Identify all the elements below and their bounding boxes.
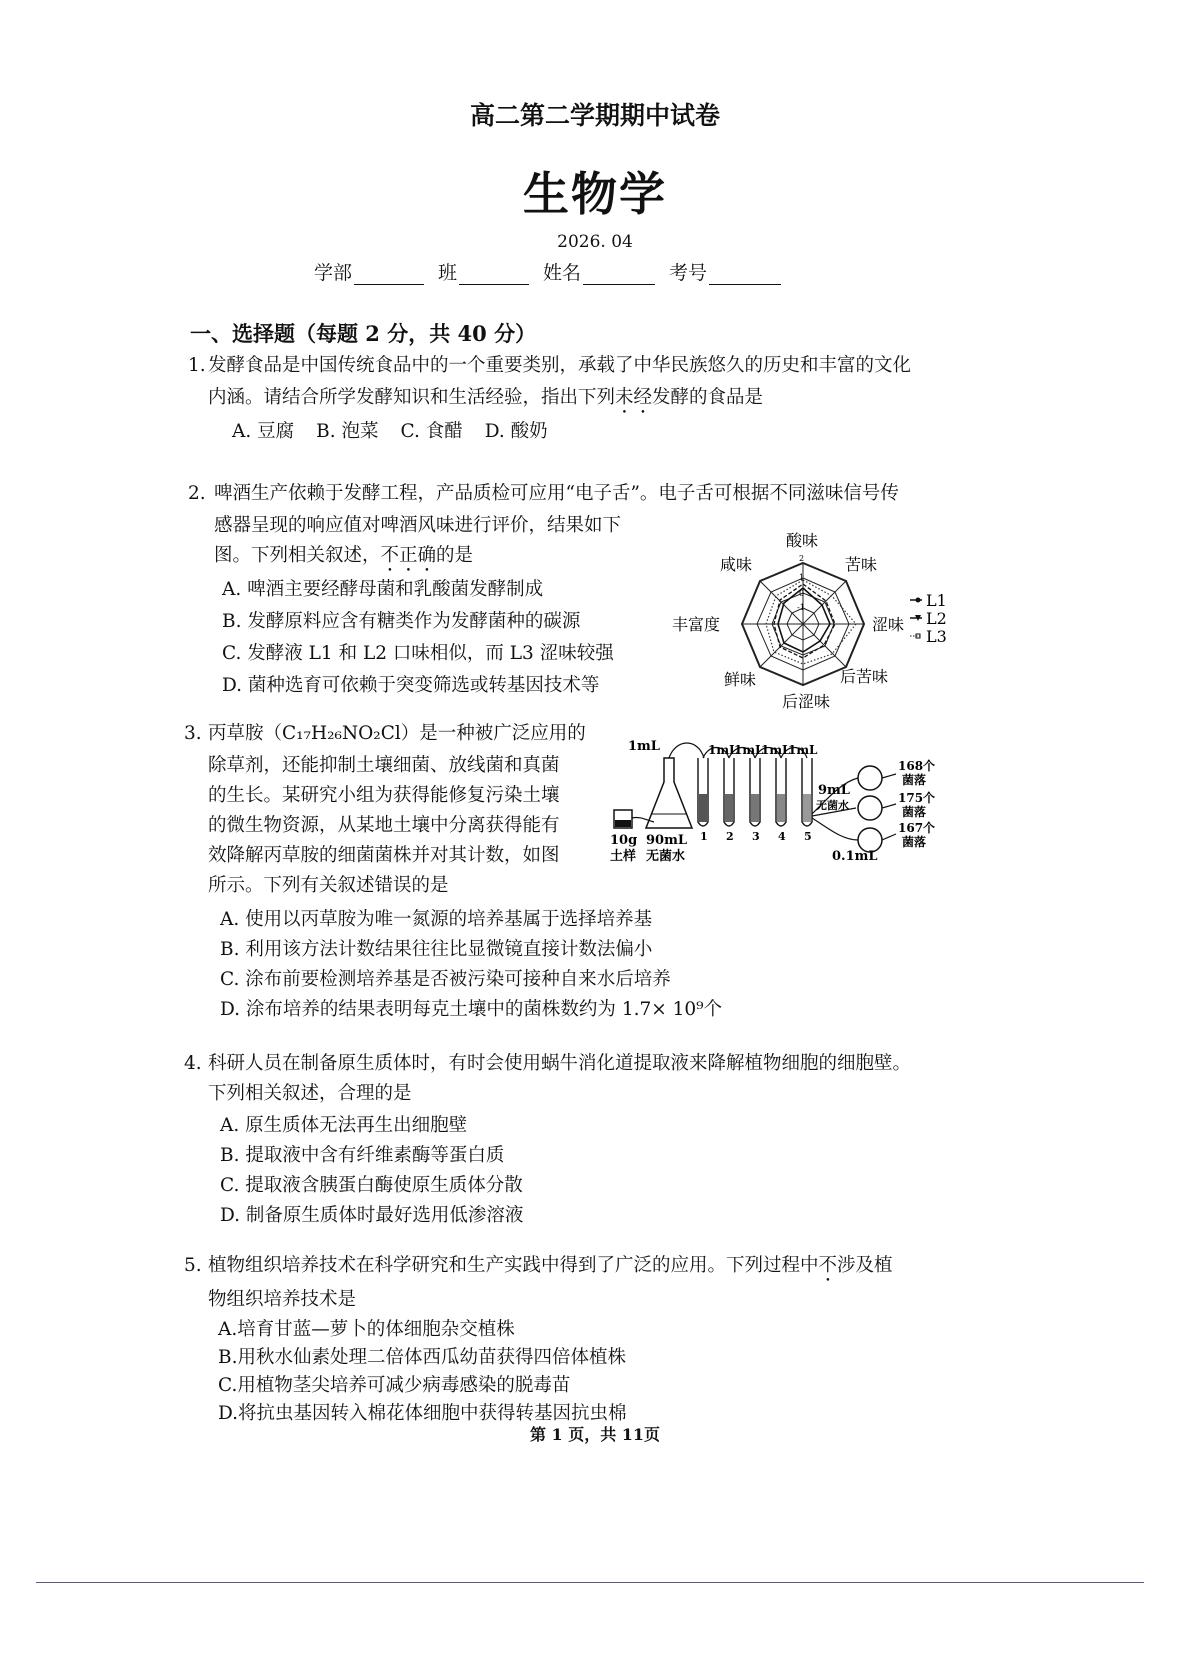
radar-axis-label: 涩味 bbox=[872, 615, 905, 634]
q4-option-b[interactable]: B. 提取液中含有纤维素酶等蛋白质 bbox=[220, 1145, 505, 1166]
result-arrow bbox=[882, 804, 896, 808]
q3-stem-line2: 除草剂，还能抑制土壤细菌、放线菌和真菌 bbox=[208, 755, 560, 776]
field-exam-number bbox=[669, 258, 781, 285]
q5-option-b[interactable]: B.用秋水仙素处理二倍体西瓜幼苗获得四倍体植株 bbox=[218, 1347, 626, 1368]
q3-option-d[interactable]: D. 涂布培养的结果表明每克土壤中的菌株数约为 1.7× 10⁹个 bbox=[220, 999, 723, 1020]
field-label: 姓名 bbox=[543, 262, 582, 284]
colony-unit: 菌落 bbox=[902, 835, 927, 849]
q1-option-b[interactable]: B. 泡菜 bbox=[316, 421, 379, 442]
emphasis-text: 未经 bbox=[615, 387, 653, 408]
q3-stem-line6: 所示。下列有关叙述错误的是 bbox=[208, 875, 449, 896]
flask-volume-label: 90mL bbox=[646, 833, 687, 848]
tube-water-label: 无菌水 bbox=[816, 799, 849, 812]
petri-dishes bbox=[858, 766, 882, 852]
bottom-divider bbox=[36, 1582, 1144, 1583]
q5-stem-line2: 物组织培养技术是 bbox=[208, 1289, 357, 1310]
q4-option-c[interactable]: C. 提取液含胰蛋白酶使原生质体分散 bbox=[220, 1175, 523, 1196]
q2-option-d[interactable]: D. 菌种选育可依赖于突变筛选或转基因技术等 bbox=[222, 675, 600, 696]
colony-unit: 菌落 bbox=[902, 805, 927, 819]
legend-l2: L2 bbox=[926, 609, 947, 628]
tube-number: 3 bbox=[752, 830, 760, 843]
q2-stem-line2: 感器呈现的响应值对啤酒风味进行评价，结果如下 bbox=[214, 515, 622, 536]
colony-count: 167个 bbox=[898, 821, 936, 835]
q3-dilution-diagram bbox=[606, 736, 976, 866]
field-label: 学部 bbox=[314, 262, 353, 284]
tube-number: 4 bbox=[778, 830, 786, 843]
q5-number: 5. bbox=[184, 1255, 202, 1276]
subject-title: 生物学 bbox=[523, 167, 667, 221]
q1-option-a[interactable]: A. 豆腐 bbox=[232, 421, 295, 442]
q3-option-b[interactable]: B. 利用该方法计数结果往往比显微镜直接计数法偏小 bbox=[220, 939, 653, 960]
q2-radar-chart bbox=[660, 530, 980, 720]
radar-axis-label: 丰富度 bbox=[672, 615, 721, 634]
q2-option-b[interactable]: B. 发酵原料应含有糖类作为发酵菌种的碳源 bbox=[222, 611, 581, 632]
radar-axis-label: 后苦味 bbox=[840, 667, 889, 686]
class-blank[interactable] bbox=[459, 266, 529, 285]
tube-water-volume: 9mL bbox=[818, 783, 850, 798]
section-title: 一、选择题（每题 2 分，共 40 分） bbox=[190, 321, 537, 346]
q2-option-a[interactable]: A. 啤酒主要经酵母菌和乳酸菌发酵制成 bbox=[222, 579, 544, 600]
radar-tick-label: 2 bbox=[799, 554, 805, 563]
colony-unit: 菌落 bbox=[902, 773, 927, 787]
q5-option-a[interactable]: A.培育甘蓝—萝卜的体细胞杂交植株 bbox=[218, 1319, 515, 1340]
field-label: 班 bbox=[438, 262, 458, 284]
transfer-volume-label: 1mL bbox=[708, 743, 738, 757]
radar-axis-label: 咸味 bbox=[720, 555, 753, 574]
q4-stem-line2: 下列相关叙述，合理的是 bbox=[208, 1083, 412, 1104]
legend-l1: L1 bbox=[926, 591, 947, 610]
department-blank[interactable] bbox=[354, 266, 424, 285]
transfer-arrow bbox=[669, 743, 704, 758]
emphasis-text: 不 bbox=[818, 1255, 838, 1276]
field-department bbox=[314, 258, 424, 285]
q1-options bbox=[232, 416, 548, 448]
transfer-volume-label: 1mL bbox=[761, 743, 791, 757]
transfer-volume-label: 1mL bbox=[628, 739, 660, 754]
q3-stem-line4: 的微生物资源，从某地土壤中分离获得能有 bbox=[208, 815, 560, 836]
radar-tick-label: 0 bbox=[799, 589, 805, 598]
transfer-arrow bbox=[632, 817, 654, 822]
transfer-volume-label: 1mL bbox=[788, 743, 818, 757]
exam-title: 高二第二学期期中试卷 bbox=[469, 101, 720, 130]
student-info-row bbox=[314, 258, 795, 285]
radar-axis-label: 后涩味 bbox=[782, 692, 831, 711]
q4-stem-line1: 科研人员在制备原生质体时，有时会使用蜗牛消化道提取液来降解植物细胞的细胞壁。 bbox=[208, 1053, 912, 1074]
q2-stem-line1: 啤酒生产依赖于发酵工程，产品质检可应用“电子舌”。电子舌可根据不同滋味信号传 bbox=[214, 483, 899, 504]
plating-volume-label: 0.1mL bbox=[832, 849, 878, 864]
q4-number: 4. bbox=[184, 1053, 202, 1074]
radar-tick-label: 1 bbox=[799, 573, 805, 582]
q2-number: 2. bbox=[188, 483, 206, 504]
radar-axis-label: 酸味 bbox=[786, 531, 819, 550]
exam-date: 2026. 04 bbox=[557, 232, 633, 252]
q3-option-c[interactable]: C. 涂布前要检测培养基是否被污染可接种自来水后培养 bbox=[220, 969, 671, 990]
tube-number: 2 bbox=[726, 830, 734, 843]
field-class bbox=[438, 258, 529, 285]
q4-option-d[interactable]: D. 制备原生质体时最好选用低渗溶液 bbox=[220, 1205, 524, 1226]
q3-stem-line5: 效降解丙草胺的细菌菌株并对其计数，如图 bbox=[208, 845, 560, 866]
q4-option-a[interactable]: A. 原生质体无法再生出细胞壁 bbox=[220, 1115, 468, 1136]
exam-number-blank[interactable] bbox=[709, 266, 781, 285]
radar-axis-label: 苦味 bbox=[845, 555, 878, 574]
page-footer: 第 1 页，共 11页 bbox=[529, 1425, 661, 1444]
radar-axis-label: 鲜味 bbox=[724, 670, 757, 689]
field-label: 考号 bbox=[669, 262, 708, 284]
flask-water-label: 无菌水 bbox=[646, 849, 686, 864]
emphasis-text: 不正确 bbox=[380, 545, 437, 566]
q5-stem-line1: 植物组织培养技术在科学研究和生产实践中得到了广泛的应用。下列过程中不涉及植 bbox=[208, 1255, 893, 1276]
legend-l3: L3 bbox=[926, 627, 947, 646]
q3-stem-line1: 丙草胺（C₁₇H₂₆NO₂Cl）是一种被广泛应用的 bbox=[208, 723, 586, 744]
field-name bbox=[543, 258, 655, 285]
soil-beaker bbox=[614, 810, 632, 828]
q5-option-c[interactable]: C.用植物茎尖培养可减少病毒感染的脱毒苗 bbox=[218, 1375, 571, 1396]
soil-mass-label: 10g bbox=[610, 833, 638, 848]
colony-count: 175个 bbox=[898, 791, 936, 805]
radar-tick-label: -1 bbox=[797, 603, 805, 612]
q1-option-d[interactable]: D. 酸奶 bbox=[484, 421, 548, 442]
q1-stem-line2: 内涵。请结合所学发酵知识和生活经验，指出下列未经发酵的食品是 bbox=[208, 387, 764, 408]
q1-number: 1. bbox=[188, 355, 206, 376]
q1-option-c[interactable]: C. 食醋 bbox=[400, 421, 463, 442]
result-arrow bbox=[882, 834, 896, 840]
result-arrow bbox=[882, 774, 896, 778]
q2-option-c[interactable]: C. 发酵液 L1 和 L2 口味相似，而 L3 涩味较强 bbox=[222, 643, 614, 664]
transfer-volume-label: 1mL bbox=[734, 743, 764, 757]
q3-option-a[interactable]: A. 使用以丙草胺为唯一氮源的培养基属于选择培养基 bbox=[220, 909, 653, 930]
q2-stem-line3: 图。下列相关叙述，不正确的是 bbox=[214, 545, 474, 566]
tube-number: 5 bbox=[804, 830, 812, 843]
q5-option-d[interactable]: D.将抗虫基因转入棉花体细胞中获得转基因抗虫棉 bbox=[218, 1403, 627, 1424]
q3-stem-line3: 的生长。某研究小组为获得能修复污染土壤 bbox=[208, 785, 560, 806]
test-tubes bbox=[698, 758, 812, 826]
radar-legend bbox=[910, 591, 947, 646]
tube-number: 1 bbox=[700, 830, 708, 843]
colony-count: 168个 bbox=[898, 759, 936, 773]
conical-flask bbox=[646, 758, 692, 828]
name-blank[interactable] bbox=[583, 266, 655, 285]
q3-number: 3. bbox=[184, 723, 202, 744]
q1-stem-line1: 发酵食品是中国传统食品中的一个重要类别，承载了中华民族悠久的历史和丰富的文化 bbox=[208, 355, 912, 376]
soil-label: 土样 bbox=[610, 849, 637, 864]
